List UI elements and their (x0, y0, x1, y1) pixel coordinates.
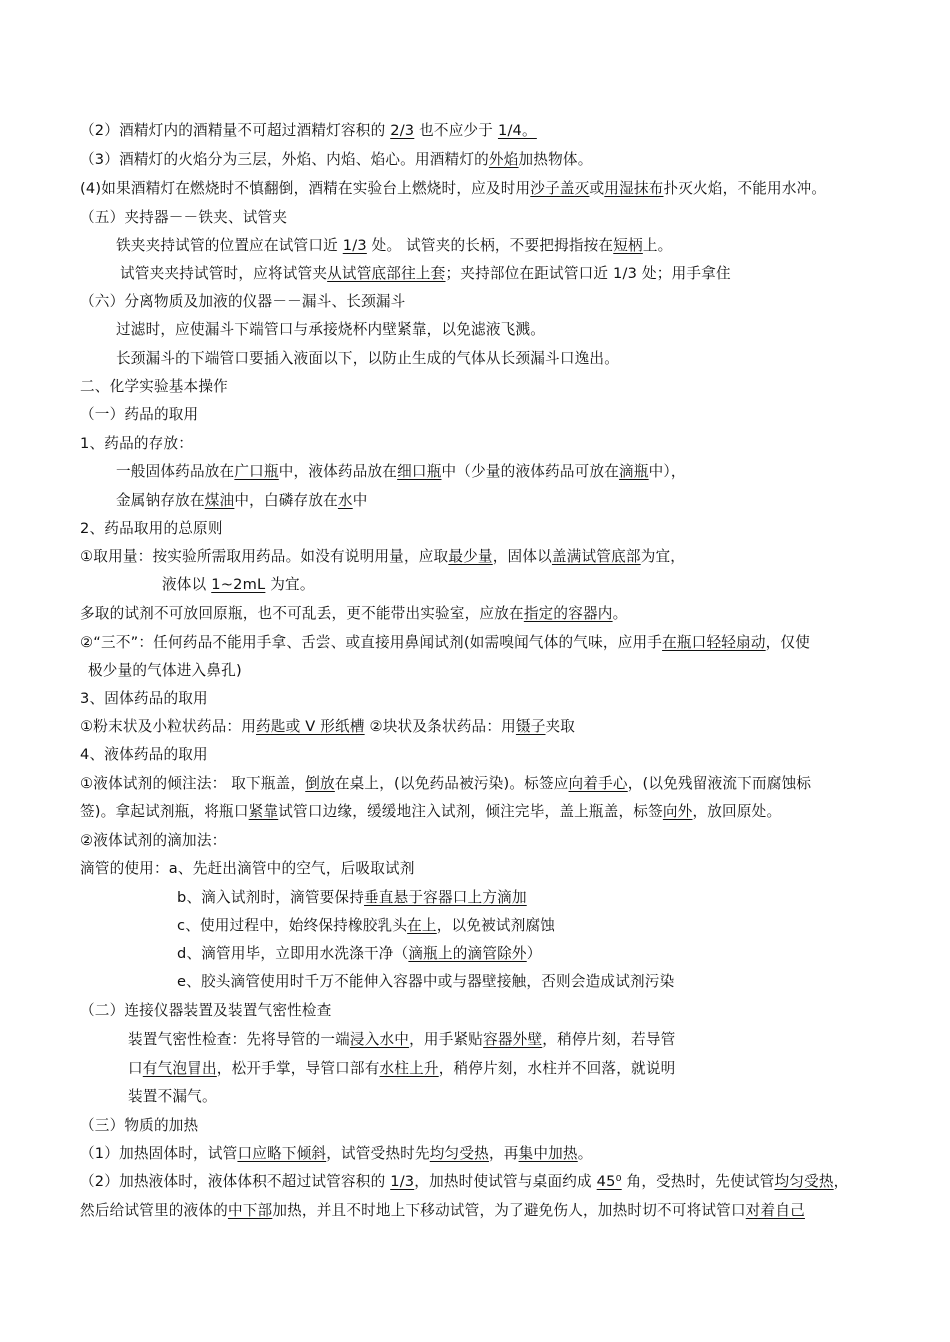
text-segment: （六）分离物质及加液的仪器－－漏斗、长颈漏斗 (80, 293, 406, 310)
text-segment: （2）加热液体时，液体体积不超过试管容积的 (80, 1173, 391, 1190)
text-line (80, 292, 880, 312)
underlined-keyword: 垂直悬于容器口上方滴加 (364, 889, 527, 906)
text-segment: 中，白磷存放在 (234, 492, 338, 509)
text-line (116, 320, 916, 340)
underlined-keyword: 有气泡冒出 (142, 1060, 217, 1077)
underlined-keyword: 最少量 (448, 548, 493, 565)
text-segment: 试管口边缘，缓缓地注入试剂，倾注完毕，盖上瓶盖，标签 (278, 803, 663, 820)
text-segment: （五）夹持器－－铁夹、试管夹 (80, 209, 288, 226)
text-line (80, 859, 880, 879)
text-segment: ，加热时使试管与桌面约成 (414, 1173, 597, 1190)
underlined-keyword: 对着自己 (745, 1202, 805, 1219)
text-segment: 。 (577, 1145, 593, 1162)
text-segment: 金属钠存放在 (116, 492, 205, 509)
text-segment: ；夹持部位在距试管口近 1/3 处；用手拿住 (445, 265, 731, 282)
text-segment: ①取用量：按实验所需取用药品。如没有说明用量，应取 (80, 548, 449, 565)
underlined-keyword: 镊子 (515, 718, 546, 735)
text-segment: ，放回原处。 (692, 803, 782, 820)
text-line (80, 150, 880, 170)
text-line (80, 519, 880, 539)
text-line (128, 1059, 928, 1079)
underlined-keyword: 沙子盖灭 (530, 180, 590, 197)
text-segment: （一）药品的取用 (80, 406, 199, 423)
text-line (80, 179, 880, 199)
underlined-keyword: 口应略下倾斜 (237, 1145, 327, 1162)
text-segment: ，稍停片刻，水柱并不回落，就说明 (438, 1060, 676, 1077)
text-segment: 一般固体药品放在 (116, 463, 235, 480)
text-segment: 装置气密性检查：先将导管的一端 (128, 1031, 350, 1048)
text-segment: ，试管受热时先 (326, 1145, 430, 1162)
underlined-keyword: 盖满试管底部 (551, 548, 641, 565)
text-line (116, 349, 916, 369)
text-line (80, 604, 880, 624)
underlined-keyword: 药匙或 V 形纸槽 (256, 718, 365, 735)
underlined-keyword: 紧靠 (248, 803, 279, 820)
text-segment: ②“三不”：任何药品不能用手拿、舌尝、或直接用鼻闻试剂(如需嗅闻气体的气味，应用手 (80, 634, 663, 651)
text-segment: b、滴入试剂时，滴管要保持 (177, 889, 364, 906)
text-segment: ①粉末状及小粒状药品：用 (80, 718, 257, 735)
underlined-keyword: 广口瓶 (234, 463, 279, 480)
underlined-keyword: 用湿抹布 (604, 180, 664, 197)
underlined-keyword: 水 (337, 492, 353, 509)
underlined-keyword: 滴瓶 (619, 463, 649, 480)
underlined-keyword: 水柱上升 (379, 1060, 439, 1077)
text-segment: 长颈漏斗的下端管口要插入液面以下，以防止生成的气体从长颈漏斗口逸出。 (116, 350, 619, 367)
text-line (80, 745, 880, 765)
underlined-keyword: 滴瓶上的滴管除外 (408, 945, 527, 962)
text-segment: （2）酒精灯内的酒精量不可超过酒精灯容积的 (80, 122, 391, 139)
text-line (177, 888, 950, 908)
text-segment: (4)如果酒精灯在燃烧时不慎翻倒，酒精在实验台上燃烧时，应及时用 (80, 180, 531, 197)
underlined-keyword: 1/3 (390, 1173, 415, 1190)
text-segment: ，仅使 (765, 634, 811, 651)
text-segment: 铁夹夹持试管的位置应在试管口近 (116, 237, 343, 254)
underlined-keyword: 45⁰ (596, 1173, 622, 1190)
text-line (116, 236, 916, 256)
underlined-keyword: 在上 (407, 917, 437, 934)
underlined-keyword: 容器外壁 (483, 1031, 543, 1048)
text-segment: ，松开手掌，导管口部有 (216, 1060, 380, 1077)
text-segment: 过滤时，应使漏斗下端管口与承接烧杯内壁紧靠，以免滤液飞溅。 (116, 321, 546, 338)
text-segment: 中）， (648, 463, 686, 480)
text-line (80, 121, 880, 141)
underlined-keyword: 1~2mL (211, 576, 266, 593)
text-segment: 签)。拿起试剂瓶，将瓶口 (80, 803, 249, 820)
text-line (128, 1087, 928, 1107)
text-segment: 为宜。 (265, 576, 315, 593)
text-segment: ②块状及条状药品：用 (364, 718, 516, 735)
underlined-keyword: 均匀受热 (774, 1173, 834, 1190)
underlined-keyword: 中下部 (227, 1202, 273, 1219)
text-segment: 。 (612, 605, 628, 622)
text-segment: ，稍停片刻，若导管 (542, 1031, 676, 1048)
text-segment: 处。 试管夹的长柄，不要把拇指按在 (366, 237, 614, 254)
text-segment: 也不应少于 (414, 122, 498, 139)
text-line (80, 831, 880, 851)
text-segment: 角，受热时，先使试管 (621, 1173, 775, 1190)
text-segment: ，再 (488, 1145, 519, 1162)
underlined-keyword: 1/4。 (497, 122, 537, 139)
underlined-keyword: 向着手心 (568, 775, 628, 792)
text-segment: d、滴管用毕，立即用水洗涤干净（ (177, 945, 409, 962)
underlined-keyword: 指定的容器内 (523, 605, 613, 622)
underlined-keyword: 集中加热 (518, 1145, 578, 1162)
underlined-keyword: 浸入水中 (349, 1031, 410, 1048)
text-segment: 装置不漏气。 (128, 1088, 217, 1105)
text-line (80, 717, 880, 737)
text-line (177, 916, 950, 936)
text-line (80, 1201, 880, 1221)
text-segment: 中（少量的液体药品可放在 (441, 463, 620, 480)
text-line (80, 1172, 880, 1192)
text-line (88, 661, 888, 681)
text-segment: 为宜， (640, 548, 686, 565)
text-segment: 加热物体。 (518, 151, 593, 168)
text-line (116, 462, 916, 482)
text-line (162, 575, 950, 595)
text-segment: 3、固体药品的取用 (80, 690, 208, 707)
text-segment: 试管夹夹持试管时，应将试管夹 (120, 265, 328, 282)
text-segment: 扑灭火焰，不能用水冲。 (663, 180, 827, 197)
text-segment: ，以免被试剂腐蚀 (436, 917, 556, 934)
underlined-keyword: 从试管底部往上套 (327, 265, 446, 282)
text-segment: ） (526, 945, 542, 962)
underlined-keyword: 外焰 (488, 151, 519, 168)
text-line (80, 405, 880, 425)
text-segment: （二）连接仪器装置及装置气密性检查 (80, 1002, 332, 1019)
text-segment: 在桌上，(以免药品被污染)。标签应 (334, 775, 569, 792)
text-segment: 或 (589, 180, 605, 197)
text-segment: 液体以 (162, 576, 212, 593)
text-segment: ②液体试剂的滴加法： (80, 832, 227, 849)
underlined-keyword: 1/3 (342, 237, 367, 254)
text-line (80, 689, 880, 709)
text-line (120, 264, 920, 284)
text-segment: （三）物质的加热 (80, 1117, 199, 1134)
text-line (80, 208, 880, 228)
text-segment: e、胶头滴管使用时千万不能伸入容器中或与器壁接触，否则会造成试剂污染 (177, 973, 675, 990)
text-segment: （3）酒精灯的火焰分为三层，外焰、内焰、焰心。用酒精灯的 (80, 151, 489, 168)
text-segment: ，固体以 (492, 548, 552, 565)
underlined-keyword: 倒放 (305, 775, 335, 792)
text-segment: 上。 (642, 237, 673, 254)
text-segment: 中 (352, 492, 368, 509)
text-segment: 4、液体药品的取用 (80, 746, 208, 763)
text-line (80, 1116, 880, 1136)
text-line (177, 972, 950, 992)
text-line (80, 1001, 880, 1021)
underlined-keyword: 均匀受热 (429, 1145, 489, 1162)
text-line (80, 1144, 880, 1164)
text-segment: 口 (128, 1060, 143, 1077)
text-segment: 中，液体药品放在 (278, 463, 398, 480)
text-segment: 1、药品的存放： (80, 435, 194, 452)
underlined-keyword: 在瓶口轻轻扇动 (662, 634, 766, 651)
text-segment: 夹取 (545, 718, 576, 735)
text-segment: ， (833, 1173, 849, 1190)
underlined-keyword: 煤油 (204, 492, 235, 509)
text-segment: 2、药品取用的总原则 (80, 520, 223, 537)
text-line (80, 377, 880, 397)
text-segment: ①液体试剂的倾注法： 取下瓶盖， (80, 775, 306, 792)
text-segment: 二、化学实验基本操作 (80, 378, 228, 395)
text-segment: 滴管的使用：a、先赶出滴管中的空气，后吸取试剂 (80, 860, 415, 877)
text-segment: 然后给试管里的液体的 (80, 1202, 228, 1219)
text-line (177, 944, 950, 964)
text-segment: （1）加热固体时，试管 (80, 1145, 238, 1162)
text-line (80, 633, 880, 653)
text-segment: c、使用过程中，始终保持橡胶乳头 (177, 917, 408, 934)
underlined-keyword: 向外 (662, 803, 693, 820)
text-segment: ，(以免残留液流下而腐蚀标 (627, 775, 812, 792)
text-segment: 极少量的气体进入鼻孔) (88, 662, 242, 679)
text-segment: 多取的试剂不可放回原瓶，也不可乱丢，更不能带出实验室，应放在 (80, 605, 524, 622)
text-line (80, 547, 880, 567)
text-segment: 加热，并且不时地上下移动试管，为了避免伤人，加热时切不可将试管口 (272, 1202, 746, 1219)
text-line (80, 774, 880, 794)
underlined-keyword: 细口瓶 (397, 463, 442, 480)
underlined-keyword: 2/3 (390, 122, 415, 139)
underlined-keyword: 短柄 (613, 237, 643, 254)
text-line (128, 1030, 928, 1050)
text-line (80, 802, 880, 822)
text-line (116, 491, 916, 511)
text-segment: ，用手紧贴 (409, 1031, 484, 1048)
text-line (80, 434, 880, 454)
